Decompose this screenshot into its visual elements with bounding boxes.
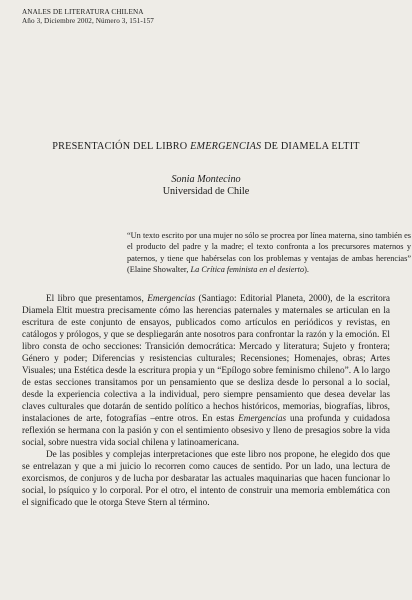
- epigraph-end: ).: [304, 265, 309, 275]
- paragraph-1: [22, 293, 390, 449]
- p1-text-c: (Santiago: Editorial Planeta, 2000), de la escritora Diamela Eltit muestra precisamente cómo las herencias paternales y maternales se articulan en la escritura de este conjunto de ensayos, publicados como artículos en periódicos y revistas, en catálogos y prólogos, y que se despliegarán ante nosotros para confrontar la razón y la emoción. El libro consta de ocho secciones: Transición democrática: Mercado y literatura; Sujeto y frontera; Género y poder; Diferencias y resistencias culturales; Recensiones; Homenajes, obras; Artes Visuales; una Estética desde la escritura propia y un “Epílogo sobre feminismo chileno”. A lo largo de estas secciones transitamos por un pensamiento que se desliza desde lo personal a lo social, desde la experiencia colectiva a la individual, pero siempre pensamiento que desea develar las claves culturales que dotarán de sentido político a hechos históricos, memorias, biografías, libros, instalaciones de arte, fotografías –entre otros. En estas: [22, 294, 390, 425]
- p1-text-e: una profunda y cuidadosa reflexión se hermana con la pasión y con el sentimiento obsesivo y lleno de presagios sobre la vida social, sobre nuestra vida social chilena y latinoamericana.: [22, 414, 391, 449]
- author-name: Sonia Montecino: [171, 174, 241, 186]
- paragraph-2: De las posibles y complejas interpretaciones que este libro nos propone, he elegido dos que se entrelazan y que a mi juicio lo recorren como cauces de sentido. Por un lado, una lectura de exorcismos, de conjuros y de lucha por desbaratar las actuales maquinarias que hacen funcionar lo social, lo psíquico y lo corporal. Por el otro, el intento de construir una memoria emblemática con el significado que le otorga Steve Stern al término.: [22, 450, 390, 509]
- author-affiliation: Universidad de Chile: [162, 186, 250, 198]
- p1-book-title-2: Emergencias: [238, 414, 287, 425]
- epigraph: [127, 230, 411, 275]
- issue-info: Año 3, Diciembre 2002, Número 3, 151-157: [22, 16, 154, 25]
- running-header: [22, 8, 390, 25]
- epigraph-source: La Crítica feminista en el desierto: [190, 265, 305, 275]
- article-title: [22, 141, 390, 153]
- p1-book-title: Emergencias: [147, 294, 196, 305]
- title-book: EMERGENCIAS: [190, 141, 262, 153]
- title-suffix: DE DIAMELA ELTIT: [261, 141, 360, 153]
- article-body: [22, 293, 390, 509]
- title-prefix: PRESENTACIÓN DEL LIBRO: [52, 141, 191, 153]
- p1-text-a: El libro que presentamos,: [46, 294, 148, 305]
- author-block: [22, 174, 390, 198]
- epigraph-quote: “Un texto escrito por una mujer no sólo se procrea por línea materna, sino también es el producto del padre y la madre; el texto confronta a los precursores maternos y paternos, y tiene que habérselas con los problemas y ventajas de ambas herencias” (Elaine Showalter,: [127, 231, 411, 275]
- journal-name: ANALES DE LITERATURA CHILENA: [22, 8, 144, 16]
